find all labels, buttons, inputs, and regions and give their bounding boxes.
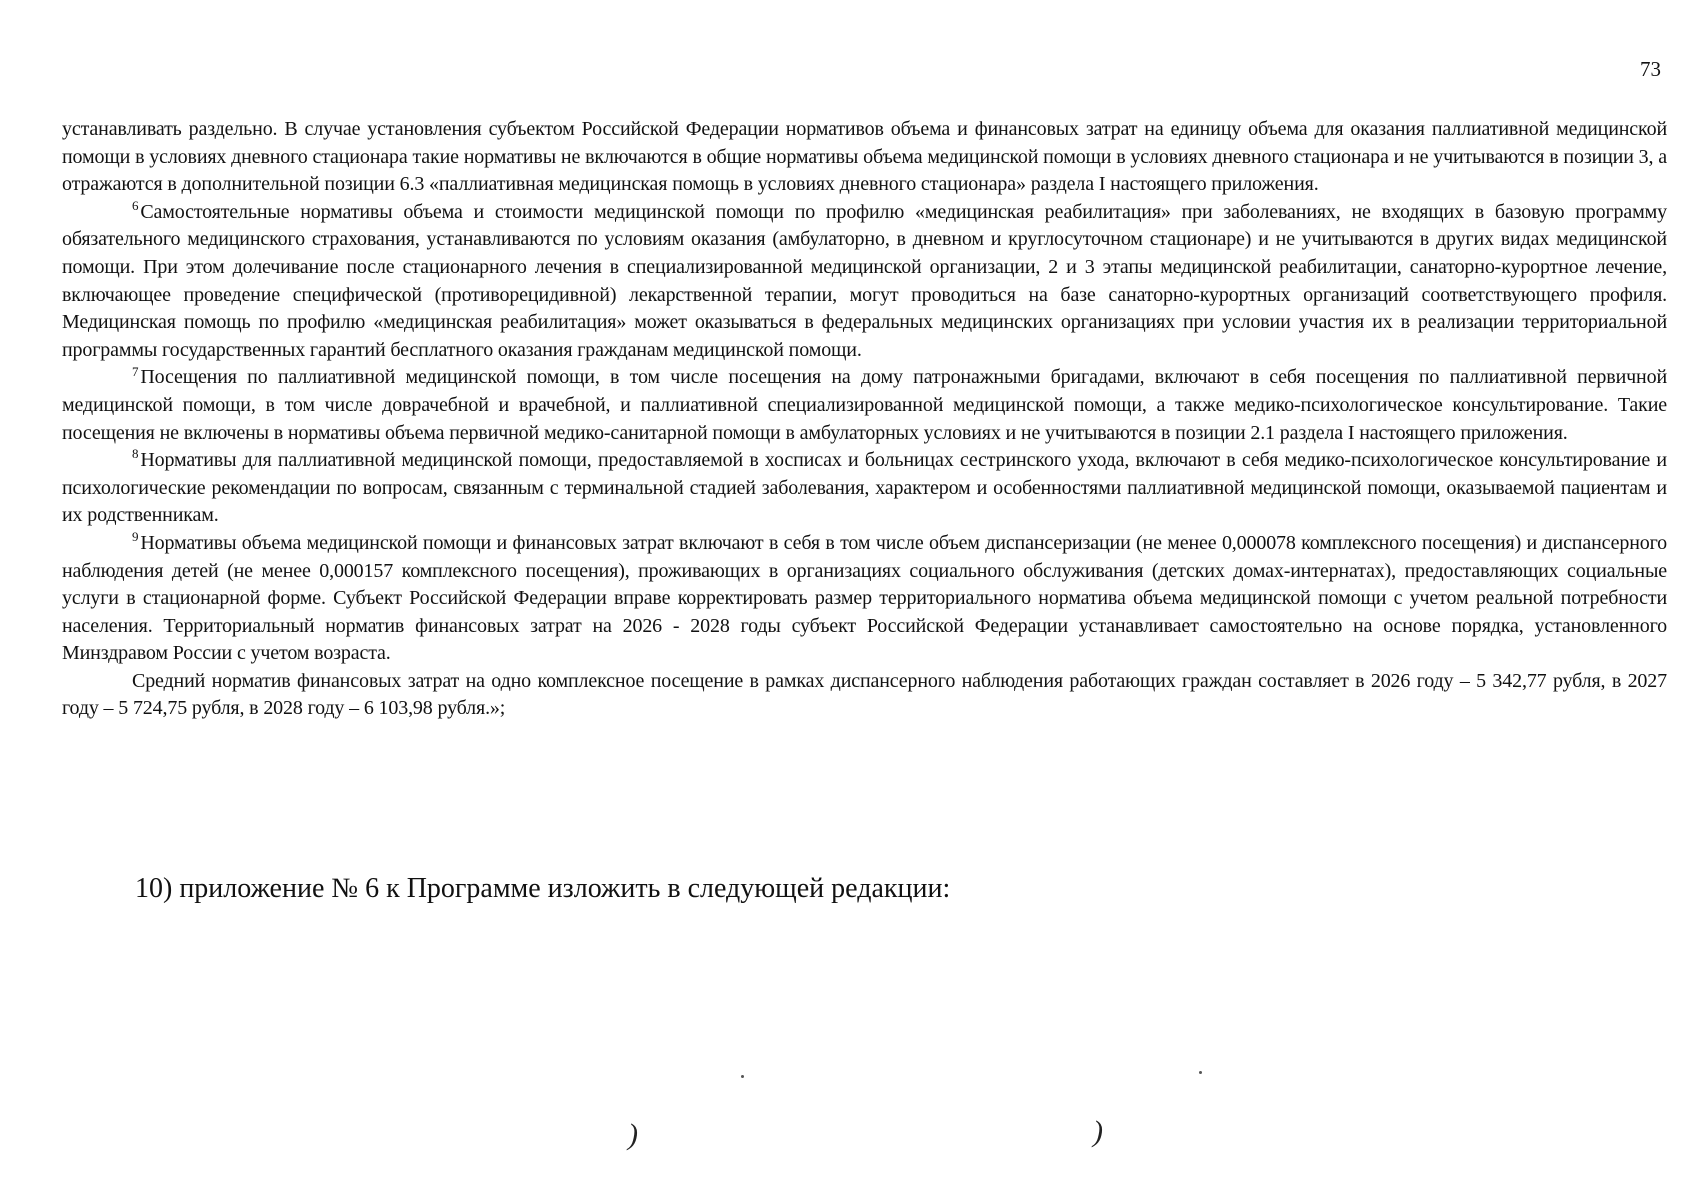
paragraph-text: Посещения по паллиативной медицинской помощи, в том числе посещения на дому патронажными бригадами, включают в себя посещения по паллиативной первичной медицинской помощи, в том числе доврачебной и врачебной, и паллиативной специализированной медицинской помощи, а также медико-психологическое консультирование. Такие посещения не включены в нормативы объема первичной медико-санитарной помощи в амбулаторных условиях и не учитываются в позиции 2.1 раздела I настоящего приложения. bbox=[62, 366, 1667, 444]
paragraph-text: Нормативы для паллиативной медицинской помощи, предоставляемой в хосписах и больницах сестринского ухода, включают в себя медико-психологическое консультирование и психологические рекомендации по вопросам, связанным с терминальной стадией заболевания, характером и особенностями паллиативной медицинской помощи, оказываемой пациентам и их родственникам. bbox=[62, 449, 1667, 527]
paragraph-text: Самостоятельные нормативы объема и стоимости медицинской помощи по профилю «медицинская реабилитация» при заболеваниях, не входящих в базовую программу обязательного медицинского страхования, устанавливаются по условиям оказания (амбулаторно, в дневном и круглосуточном стационаре) и не учитываются в других видах медицинской помощи. При этом долечивание после стационарного лечения в специализированной медицинской организации, 2 и 3 этапы медицинской реабилитации, санаторно-курортное лечение, включающее проведение специфической (противорецидивной) лекарственной терапии, могут проводиться на базе санаторно-курортных организаций соответствующего профиля. Медицинская помощь по профилю «медицинская реабилитация» может оказываться в федеральных медицинских организациях при условии участия их в реализации территориальной программы государственных гарантий бесплатного оказания гражданам медицинской помощи. bbox=[62, 200, 1667, 361]
amendment-instruction: 10) приложение № 6 к Программе изложить в следующей редакции: bbox=[135, 873, 951, 904]
scan-artifact-mark: ) bbox=[1093, 1115, 1103, 1148]
footnote-9 bbox=[62, 530, 1667, 668]
scan-artifact-dot bbox=[741, 1075, 744, 1078]
footnote-marker: 9 bbox=[132, 529, 139, 545]
scan-artifact-dot bbox=[1199, 1071, 1202, 1074]
footnote-marker: 8 bbox=[132, 446, 139, 462]
scan-artifact-mark: ) bbox=[628, 1118, 638, 1151]
footnote-7 bbox=[62, 364, 1667, 447]
body-text bbox=[62, 116, 1667, 723]
paragraph-text: Средний норматив финансовых затрат на одно комплексное посещение в рамках диспансерного наблюдения работающих граждан составляет в 2026 году – 5 342,77 рубля, в 2027 году – 5 724,75 рубля, в 2028 году – 6 103,98 рубля.»; bbox=[62, 669, 1667, 720]
footnote-6 bbox=[62, 199, 1667, 365]
paragraph-text: Нормативы объема медицинской помощи и финансовых затрат включают в себя в том числе объем диспансеризации (не менее 0,000078 комплексного посещения) и диспансерного наблюдения детей (не менее 0,000157 комплексного посещения), проживающих в организациях социального обслуживания (детских домах-интернатах), предоставляющих социальные услуги в стационарной форме. Субъект Российской Федерации вправе корректировать размер территориального норматива объема медицинской помощи с учетом реальной потребности населения. Территориальный норматив финансовых затрат на 2026 - 2028 годы субъект Российской Федерации устанавливает самостоятельно на основе порядка, установленного Минздравом России с учетом возраста. bbox=[62, 531, 1667, 665]
footnote-marker: 7 bbox=[132, 363, 139, 379]
page-number: 73 bbox=[1640, 57, 1661, 81]
paragraph-text: устанавливать раздельно. В случае установления субъектом Российской Федерации нормативов объема и финансовых затрат на единицу объема для оказания паллиативной медицинской помощи в условиях дневного стационара такие нормативы не включаются в общие нормативы объема медицинской помощи в условиях дневного стационара и не учитываются в позиции 3, а отражаются в дополнительной позиции 6.3 «паллиативная медицинская помощь в условиях дневного стационара» раздела I настоящего приложения. bbox=[62, 118, 1667, 196]
footnote-8 bbox=[62, 447, 1667, 530]
paragraph-continuation bbox=[62, 116, 1667, 199]
financial-norm-paragraph bbox=[62, 668, 1667, 723]
footnote-marker: 6 bbox=[132, 198, 139, 214]
